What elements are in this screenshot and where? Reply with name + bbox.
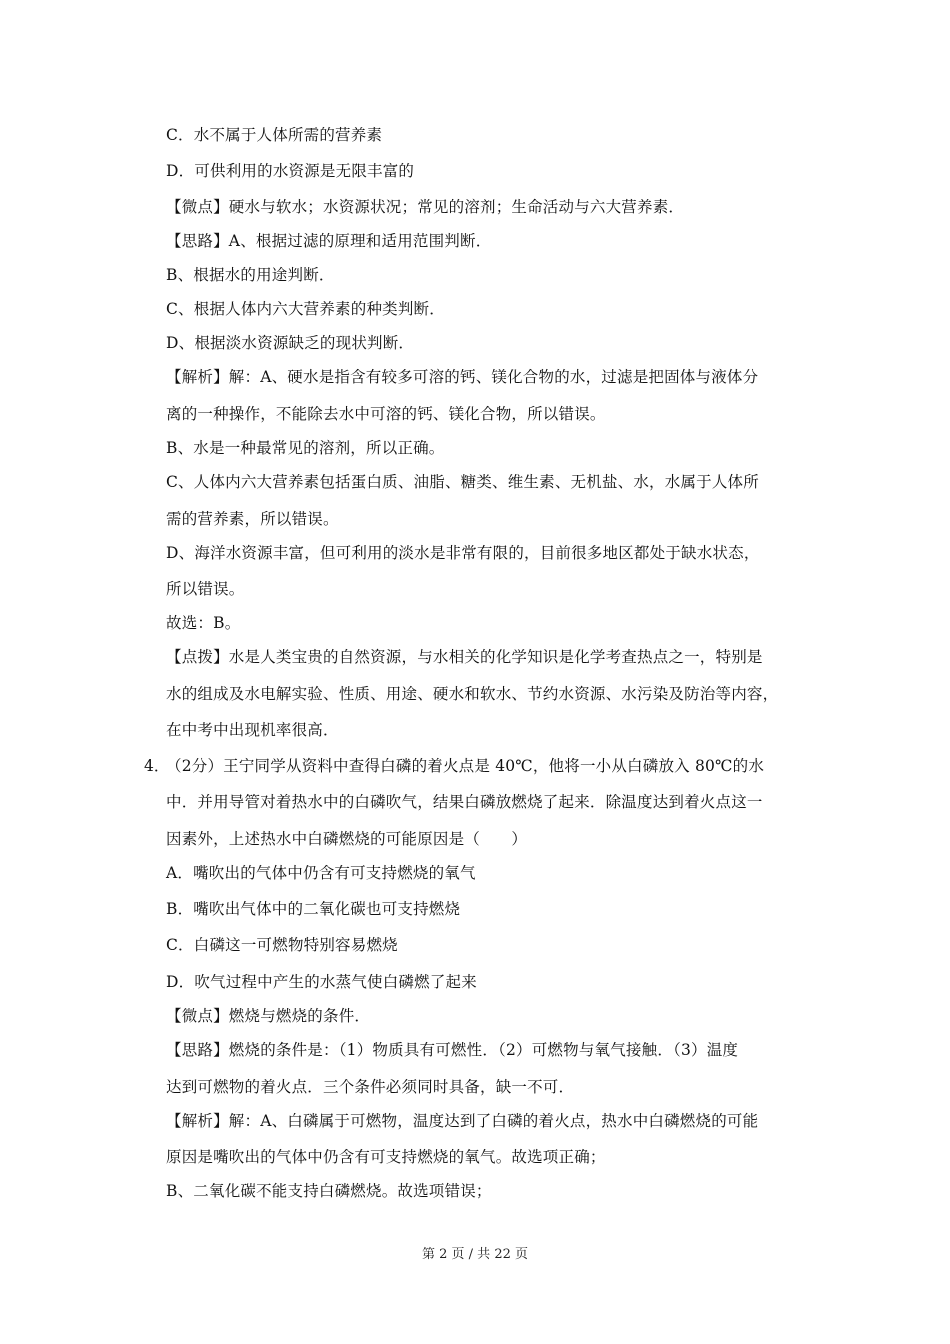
q4-silu-line-1: 【思路】燃烧的条件是：（1）物质具有可燃性．（2）可燃物与氧气接触．（3）温度 (166, 1041, 739, 1059)
q3-jiexi-c-line-1: C、人体内六大营养素包括蛋白质、油脂、糖类、维生素、无机盐、水，水属于人体所 (166, 473, 759, 491)
q3-jiexi-d-line-1: D、海洋水资源丰富，但可利用的淡水是非常有限的，目前很多地区都处于缺水状态， (166, 544, 760, 562)
q3-jiexi-line-2: 离的一种操作，不能除去水中可溶的钙、镁化合物，所以错误。 (166, 405, 606, 423)
q4-jiexi-line-1: 【解析】解：A、白磷属于可燃物，温度达到了白磷的着火点，热水中白磷燃烧的可能 (166, 1112, 759, 1130)
q4-jiexi-b: B、二氧化碳不能支持白磷燃烧。故选项错误； (166, 1182, 492, 1200)
q4-option-c: C．白磷这一可燃物特别容易燃烧 (166, 936, 398, 954)
q3-jiexi-d-line-2: 所以错误。 (166, 580, 245, 598)
q4-weidian: 【微点】燃烧与燃烧的条件． (166, 1007, 371, 1025)
q4-jiexi-line-2: 原因是嘴吹出的气体中仍含有可支持燃烧的氧气。故选项正确； (166, 1148, 606, 1166)
q3-answer: 故选：B。 (166, 614, 241, 632)
q3-weidian: 【微点】硬水与软水；水资源状况；常见的溶剂；生命活动与六大营养素． (166, 198, 685, 216)
q3-dianbo-line-3: 在中考中出现机率很高． (166, 721, 339, 739)
q3-silu-c: C、根据人体内六大营养素的种类判断． (166, 300, 445, 318)
q4-number: 4． (144, 757, 170, 775)
q4-stem-line-1: （2分）王宁同学从资料中查得白磷的着火点是 40℃，他将一小从白磷放入 80℃的水 (166, 757, 765, 775)
q3-jiexi-c-line-2: 需的营养素，所以错误。 (166, 510, 339, 528)
q3-silu-b: B、根据水的用途判断． (166, 266, 335, 284)
q4-stem-line-3: 因素外，上述热水中白磷燃烧的可能原因是（ ） (166, 830, 528, 848)
q3-silu: 【思路】A、根据过滤的原理和适用范围判断． (166, 232, 492, 250)
q3-jiexi-line-1: 【解析】解：A、硬水是指含有较多可溶的钙、镁化合物的水，过滤是把固体与液体分 (166, 368, 759, 386)
q3-option-d: D．可供利用的水资源是无限丰富的 (166, 162, 415, 180)
q4-option-d: D．吹气过程中产生的水蒸气使白磷燃了起来 (166, 973, 477, 991)
q4-option-a: A．嘴吹出的气体中仍含有可支持燃烧的氧气 (166, 864, 476, 882)
q4-stem-line-2: 中．并用导管对着热水中的白磷吹气，结果白磷放燃烧了起来．除温度达到着火点这一 (166, 793, 763, 811)
q3-silu-d: D、根据淡水资源缺乏的现状判断． (166, 334, 415, 352)
q4-silu-line-2: 达到可燃物的着火点．三个条件必须同时具备，缺一不可． (166, 1078, 575, 1096)
q3-jiexi-b: B、水是一种最常见的溶剂，所以正确。 (166, 439, 445, 457)
q3-option-c: C．水不属于人体所需的营养素 (166, 126, 383, 144)
q4-option-b: B．嘴吹出气体中的二氧化碳也可支持燃烧 (166, 900, 461, 918)
q3-dianbo-line-1: 【点拨】水是人类宝贵的自然资源，与水相关的化学知识是化学考查热点之一，特别是 (166, 648, 763, 666)
q3-dianbo-line-2: 水的组成及水电解实验、性质、用途、硬水和软水、节约水资源、水污染及防治等内容， (166, 685, 779, 703)
page-footer: 第 2 页 / 共 22 页 (422, 1247, 528, 1262)
